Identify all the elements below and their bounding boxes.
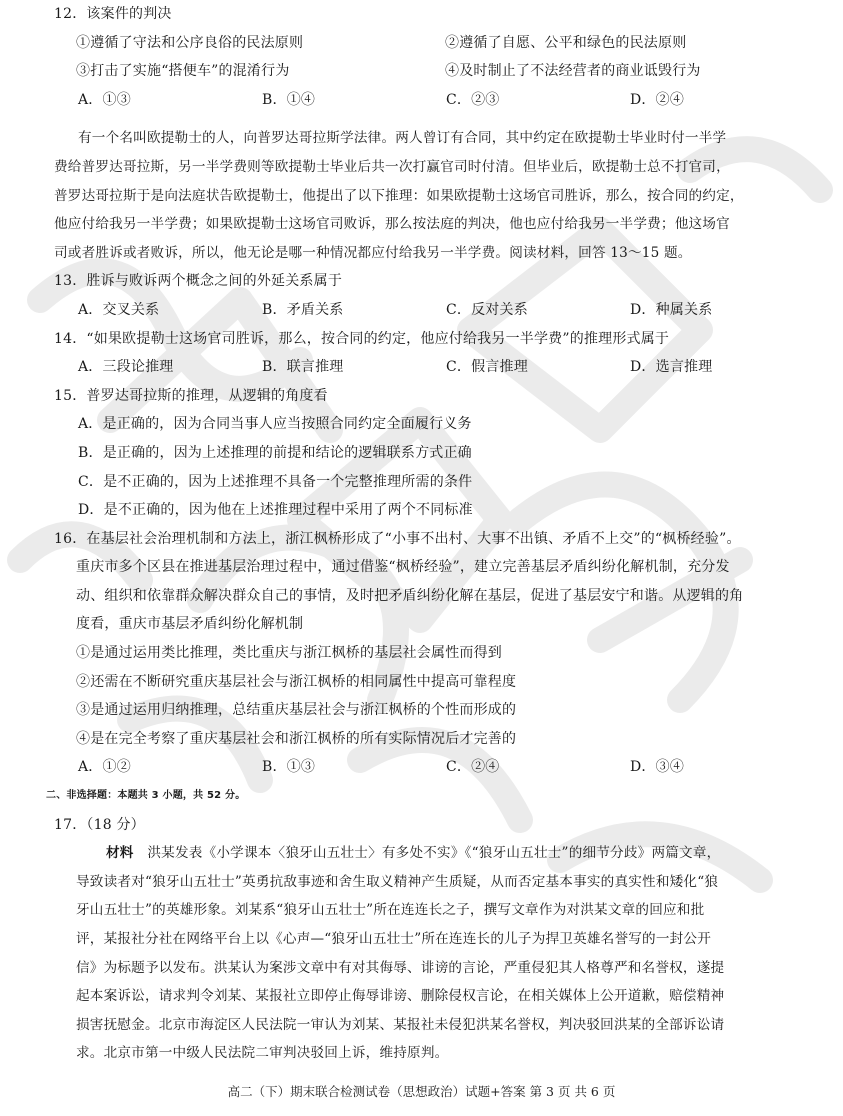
q12-stem: 12．该案件的判决: [54, 6, 172, 22]
q12-option-d: D．②④: [630, 91, 685, 108]
material-line-5: 司或者胜诉或者败诉，所以，他无论是哪一种情况都应付给我另一半学费。阅读材料，回答 13～15 题。: [54, 244, 692, 261]
q12-statement-4: ④及时制止了不法经营者的商业诋毁行为: [445, 63, 701, 80]
q12-option-c: C．②③: [446, 91, 500, 108]
q12-options: [54, 86, 814, 115]
material-line-1: 有一个名叫欧提勒士的人，向普罗达哥拉斯学法律。两人曾订有合同，其中约定在欧提勒士毕业时付一半学: [78, 130, 727, 147]
q13-stem: 13．胜诉与败诉两个概念之间的外延关系属于: [54, 273, 343, 290]
q16-option-b: B．①③: [262, 759, 316, 776]
q17-stem: 17．（18 分）: [54, 816, 145, 833]
material-line-3: 普罗达哥拉斯于是向法庭状告欧提勒士，他提出了以下推理：如果欧提勒士这场官司胜诉，那么，按合同的约定，: [54, 187, 744, 204]
q15-option-d: D．是不正确的，因为他在上述推理过程中采用了两个不同标准: [78, 502, 473, 519]
material-line-4: 他应付给我另一半学费；如果欧提勒士这场官司败诉，那么按法庭的判决，他也应付给我另一半学费；他这场官: [54, 216, 730, 233]
q12-statements-row2: [54, 57, 814, 86]
q16-stem-line-4: 度看，重庆市基层矛盾纠纷化解机制: [76, 616, 304, 633]
q17-material-label: 材料: [106, 845, 134, 862]
q15-option-c: C．是不正确的，因为上述推理不具备一个完整推理所需的条件: [78, 473, 473, 490]
q13-option-d: D．种属关系: [630, 301, 713, 318]
q12-statements-row1: [54, 29, 814, 58]
q16-options: [54, 753, 814, 782]
q17-material-text-1: 洪某发表《小学课本〈狼牙山五壮士〉有多处不实》《“狼牙山五壮士”的细节分歧》两篇文章，: [147, 845, 721, 862]
q16-statement-2: ②还需在不断研究重庆基层社会与浙江枫桥的相同属性中提高可靠程度: [76, 673, 517, 690]
q16-option-d: D．③④: [630, 759, 685, 776]
q17-material-line-7: 损害抚慰金。北京市海淀区人民法院一审认为刘某、某报社未侵犯洪某名誉权，判决驳回洪某的全部诉讼请: [76, 1016, 725, 1033]
q13-option-a: A．交叉关系: [78, 301, 160, 318]
q17-material-line-5: 信》为标题予以发布。洪某认为案涉文章中有对其侮辱、诽谤的言论，严重侵犯其人格尊严和名誉权，遂提: [76, 959, 725, 976]
q16-stem-line-1: 16．在基层社会治理机制和方法上，浙江枫桥形成了“小事不出村、大事不出镇、矛盾不上交”的“枫桥经验”。: [54, 530, 741, 547]
q15-option-a: A．是正确的，因为合同当事人应当按照合同约定全面履行义务: [78, 416, 472, 433]
q13-options: [54, 296, 814, 325]
q16-option-a: A．①②: [78, 759, 131, 776]
q14-option-d: D．选言推理: [630, 359, 713, 376]
q13-option-b: B．矛盾关系: [262, 301, 344, 318]
q17-material-line-4: 评，某报社分社在网络平台上以《心声—“狼牙山五壮士”所在连连长的儿子为捍卫英雄名誉写的一封公开: [76, 931, 712, 947]
q14-option-c: C．假言推理: [446, 359, 528, 376]
q13-option-c: C．反对关系: [446, 301, 528, 318]
q16-statement-1: ①是通过运用类比推理，类比重庆与浙江枫桥的基层社会属性而得到: [76, 645, 502, 662]
exam-content: [46, 0, 814, 1068]
q12-option-a: A．①③: [78, 91, 131, 108]
q12-statement-1: ①遵循了守法和公序良俗的民法原则: [76, 34, 304, 51]
material-passage: [54, 124, 814, 267]
section-2-title: 二、非选择题：本题共 3 小题，共 52 分。: [46, 790, 246, 802]
q14-option-b: B．联言推理: [262, 359, 344, 376]
q14-options: [54, 353, 814, 382]
page-footer: 高二（下）期末联合检测试卷（思想政治）试题+答案 第 3 页 共 6 页: [227, 1084, 616, 1099]
q17-material-line-8: 求。北京市第一中级人民法院二审判决驳回上诉，维持原判。: [76, 1045, 449, 1062]
q17-material-line-1: [54, 839, 814, 868]
material-line-2: 费给普罗达哥拉斯，另一半学费则等欧提勒士毕业后共一次打赢官司时付清。但毕业后，欧提勒士总不打官司，: [54, 158, 730, 175]
q12-option-b: B．①④: [262, 91, 316, 108]
q17-material-line-6: 起本案诉讼，请求判令刘某、某报社立即停止侮辱诽谤、删除侵权言论，在相关媒体上公开道歉，赔偿精神: [76, 988, 725, 1005]
q16-stem-line-2: 重庆市多个区县在推进基层治理过程中，通过借鉴“枫桥经验”，建立完善基层矛盾纠纷化解机制，充分发: [76, 559, 730, 576]
q14-option-a: A．三段论推理: [78, 359, 174, 376]
q12-statement-2: ②遵循了自愿、公平和绿色的民法原则: [445, 34, 687, 51]
q15-option-b: B．是正确的，因为上述推理的前提和结论的逻辑联系方式正确: [78, 444, 472, 461]
q17-material-line-3: 牙山五壮士”的英雄形象。刘某系“狼牙山五壮士”所在连连长之子，撰写文章作为对洪某文章的回应和批: [76, 902, 705, 919]
q17-material-line-2: 导致读者对“狼牙山五壮士”英勇抗敌事迹和舍生取义精神产生质疑，从而否定基本事实的真实性和矮化“狼: [76, 873, 719, 890]
q14-stem: 14．“如果欧提勒士这场官司胜诉，那么，按合同的约定，他应付给我另一半学费”的推理形式属于: [54, 330, 670, 347]
q17-material: [54, 839, 814, 1068]
q16-stem-line-3: 动、组织和依靠群众解决群众自己的事情，及时把矛盾纠纷化解在基层，促进了基层安宁和谐。从逻辑的角: [76, 587, 744, 604]
q15-stem: 15．普罗达哥拉斯的推理，从逻辑的角度看: [54, 387, 328, 404]
q16-option-c: C．②④: [446, 759, 500, 776]
q12-statement-3: ③打击了实施“搭便车”的混淆行为: [76, 63, 290, 80]
q16-statement-4: ④是在完全考察了重庆基层社会和浙江枫桥的所有实际情况后才完善的: [76, 730, 517, 747]
q16-statement-3: ③是通过运用归纳推理，总结重庆基层社会与浙江枫桥的个性而形成的: [76, 702, 517, 719]
